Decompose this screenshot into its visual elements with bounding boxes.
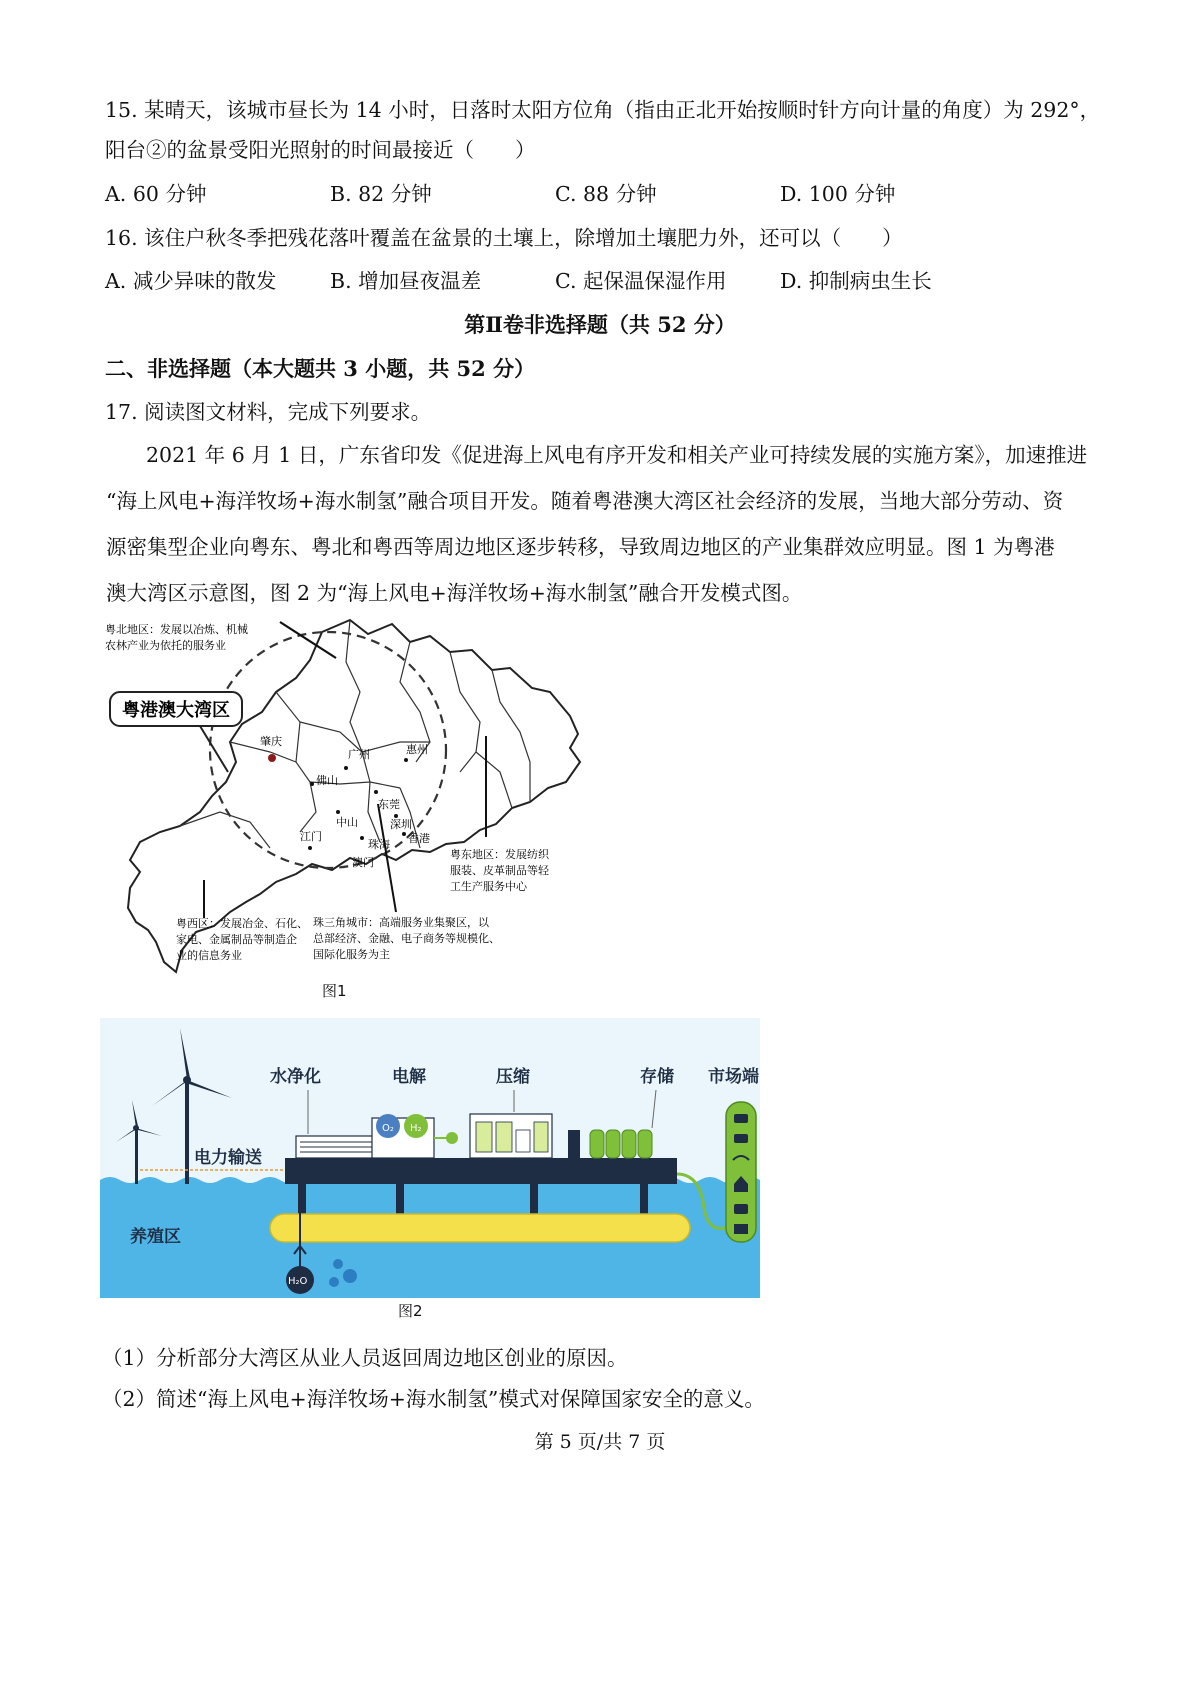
q17-para-line3: 源密集型企业向粤东、粤北和粤西等周边地区逐步转移，导致周边地区的产业集群效应明显。图 1 为粤港 bbox=[106, 535, 1055, 559]
q17-para-line4: 澳大湾区示意图，图 2 为“海上风电+海洋牧场+海水制氢”融合开发模式图。 bbox=[106, 581, 803, 605]
figure-1-map bbox=[100, 612, 600, 982]
q15-option-d: D. 100 分钟 bbox=[780, 182, 896, 206]
west-note-line3: 业的信息务业 bbox=[176, 949, 242, 962]
prd-note-line3: 国际化服务为主 bbox=[313, 948, 390, 961]
q17-sub1: （1）分析部分大湾区从业人员返回周边地区创业的原因。 bbox=[102, 1346, 628, 1370]
q16-line1: 16. 该住户秋冬季把残花落叶覆盖在盆景的土壤上，除增加土壤肥力外，还可以（ ） bbox=[105, 226, 903, 250]
figure-2-caption: 图2 bbox=[398, 1302, 423, 1320]
market-label: 市场端 bbox=[708, 1067, 759, 1087]
west-note-line2: 家电、金属制品等制造企 bbox=[176, 933, 297, 946]
purify-label: 水净化 bbox=[270, 1067, 321, 1087]
bus-icon bbox=[734, 1134, 748, 1143]
q17-sub2: （2）简述“海上风电+海洋牧场+海水制氢”模式对保障国家安全的意义。 bbox=[102, 1387, 765, 1411]
east-note-line2: 服装、皮革制品等轻 bbox=[450, 864, 549, 877]
electrolysis-label: 电解 bbox=[392, 1067, 426, 1087]
storage-label: 存储 bbox=[640, 1067, 674, 1087]
east-note-line3: 工生产服务中心 bbox=[450, 880, 527, 893]
power-label: 电力输送 bbox=[194, 1148, 262, 1168]
city-hongkong: 香港 bbox=[408, 832, 430, 845]
truck-icon bbox=[734, 1204, 748, 1214]
page-footer: 第 5 页/共 7 页 bbox=[534, 1431, 666, 1453]
q15-option-c: C. 88 分钟 bbox=[555, 182, 657, 206]
city-zhongshan: 中山 bbox=[336, 816, 358, 829]
q16-option-c: C. 起保温保湿作用 bbox=[555, 269, 727, 293]
zhaoqing-dot bbox=[268, 754, 276, 762]
section-heading: 二、非选择题（本大题共 3 小题，共 52 分） bbox=[105, 356, 536, 381]
west-note-line1: 粤西区：发展冶金、石化、 bbox=[176, 917, 308, 930]
city-zhuhai: 珠海 bbox=[368, 838, 390, 851]
purifier-unit bbox=[296, 1136, 382, 1158]
bay-area-label: 粤港澳大湾区 bbox=[122, 700, 230, 721]
farm-label: 养殖区 bbox=[130, 1227, 181, 1247]
city-huizhou: 惠州 bbox=[406, 743, 428, 756]
q17-para-line1: 2021 年 6 月 1 日，广东省印发《促进海上风电有序开发和相关产业可持续发展的实施方案》，加速推进 bbox=[146, 443, 1088, 467]
city-jiangmen: 江门 bbox=[300, 830, 322, 843]
o2-label: O₂ bbox=[382, 1123, 394, 1134]
city-shenzhen: 深圳 bbox=[390, 818, 412, 831]
figure-2-diagram bbox=[100, 1018, 760, 1298]
q17-para-line2: “海上风电+海洋牧场+海水制氢”融合项目开发。随着粤港澳大湾区社会经济的发展，当地大部分劳动、资 bbox=[106, 489, 1064, 513]
factory-icon bbox=[734, 1224, 748, 1234]
q16-option-d: D. 抑制病虫生长 bbox=[780, 269, 932, 293]
platform-deck bbox=[285, 1158, 677, 1184]
compressor-unit bbox=[470, 1114, 552, 1158]
figure-1-caption: 图1 bbox=[322, 982, 347, 1000]
car-icon bbox=[734, 1114, 748, 1123]
city-guangzhou: 广州 bbox=[348, 748, 370, 761]
prd-note-line2: 总部经济、金融、电子商务等规模化、 bbox=[313, 932, 500, 945]
north-note-line2: 农林产业为依托的服务业 bbox=[105, 639, 226, 652]
q15-line1: 15. 某晴天，该城市昼长为 14 小时，日落时太阳方位角（指由正北开始按顺时针方向计量的角度）为 292°， bbox=[105, 98, 1101, 122]
city-foshan: 佛山 bbox=[316, 774, 338, 787]
q15-line2: 阳台②的盆景受阳光照射的时间最接近（ ） bbox=[105, 138, 536, 162]
q15-option-a: A. 60 分钟 bbox=[105, 182, 207, 206]
q17-intro: 17. 阅读图文材料，完成下列要求。 bbox=[105, 400, 432, 424]
prd-note-line1: 珠三角城市：高端服务业集聚区，以 bbox=[313, 916, 489, 929]
east-note-line1: 粤东地区：发展纺织 bbox=[450, 848, 549, 861]
city-macau: 澳门 bbox=[352, 856, 374, 869]
q16-option-a: A. 减少异味的散发 bbox=[105, 269, 277, 293]
city-dongguan: 东莞 bbox=[378, 798, 400, 811]
pontoon bbox=[270, 1214, 690, 1242]
q16-option-b: B. 增加昼夜温差 bbox=[330, 269, 482, 293]
h2-label: H₂ bbox=[410, 1123, 422, 1134]
water-label: H₂O bbox=[288, 1276, 308, 1287]
q15-option-b: B. 82 分钟 bbox=[330, 182, 432, 206]
section-title: 第Ⅱ卷非选择题（共 52 分） bbox=[464, 312, 736, 337]
north-note-line1: 粤北地区：发展以冶炼、机械 bbox=[105, 623, 248, 636]
compress-label: 压缩 bbox=[496, 1067, 530, 1087]
city-zhaoqing: 肇庆 bbox=[260, 735, 282, 748]
